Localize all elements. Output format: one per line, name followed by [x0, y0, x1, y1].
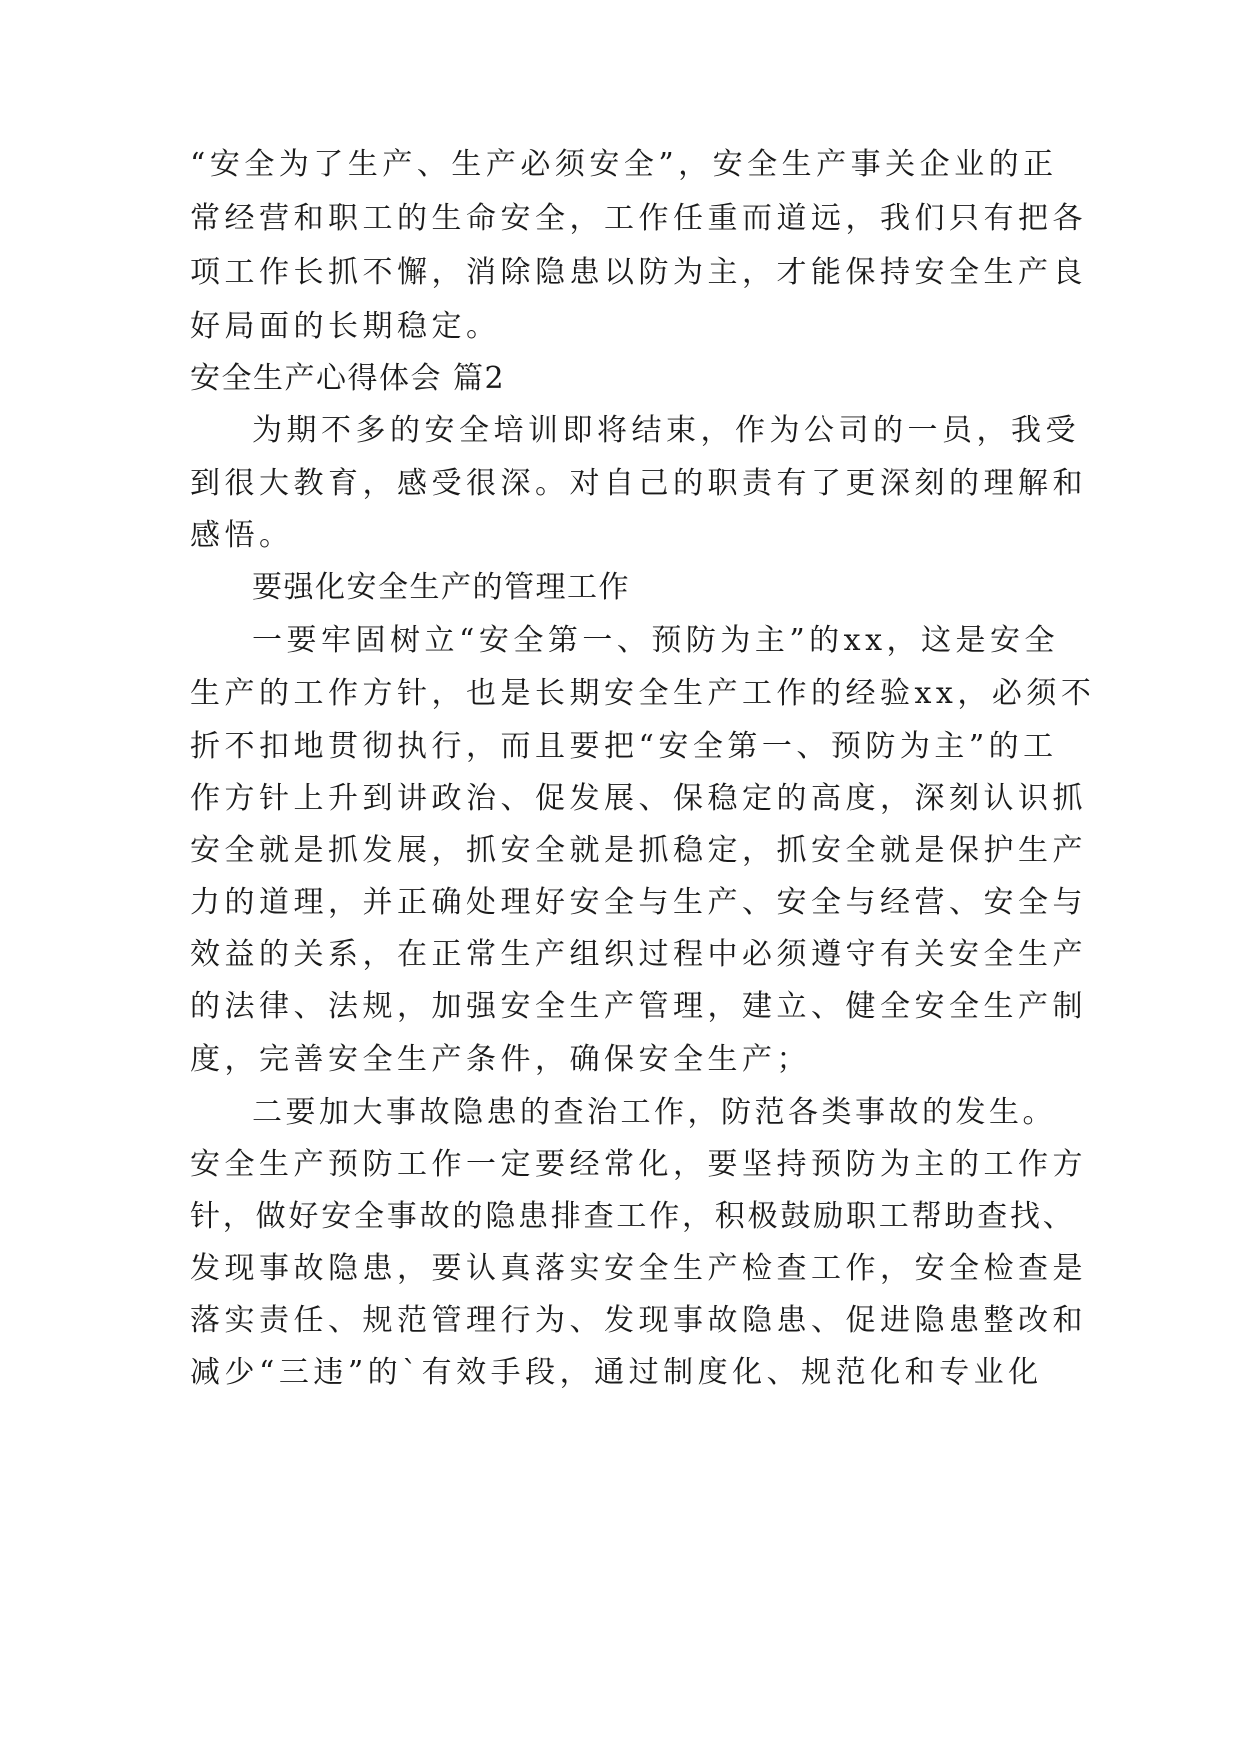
paragraph-line: 发现事故隐患，要认真落实安全生产检查工作，安全检查是 [190, 1251, 1087, 1286]
paragraph-line: 生产的工作方针，也是长期安全生产工作的经验xx，必须不 [190, 676, 1096, 711]
paragraph-line: 到很大教育，感受很深。对自己的职责有了更深刻的理解和 [190, 466, 1087, 501]
paragraph-line: 度，完善安全生产条件，确保安全生产； [190, 1042, 811, 1077]
paragraph-line: 针，做好安全事故的隐患排查工作，积极鼓励职工帮助查找、 [190, 1199, 1076, 1234]
paragraph-line: 一要牢固树立“安全第一、预防为主”的xx，这是安全 [252, 623, 1060, 658]
paragraph-line: 为期不多的安全培训即将结束，作为公司的一员，我受 [252, 413, 1080, 448]
paragraph-line: 安全生产预防工作一定要经常化，要坚持预防为主的工作方 [190, 1147, 1087, 1182]
paragraph-line: 折不扣地贯彻执行，而且要把“安全第一、预防为主”的工 [190, 729, 1058, 764]
paragraph-line: 安全就是抓发展，抓安全就是抓稳定，抓安全就是保护生产 [190, 833, 1087, 868]
paragraph-line: 好局面的长期稳定。 [190, 309, 501, 344]
paragraph-line: 项工作长抓不懈，消除隐患以防为主，才能保持安全生产良 [190, 255, 1087, 290]
sub-heading: 要强化安全生产的管理工作 [252, 570, 630, 605]
paragraph-line: 减少“三违”的`有效手段，通过制度化、规范化和专业化 [190, 1355, 1043, 1390]
paragraph-line: 落实责任、规范管理行为、发现事故隐患、促进隐患整改和 [190, 1303, 1087, 1338]
paragraph-line: 效益的关系，在正常生产组织过程中必须遵守有关安全生产 [190, 937, 1087, 972]
paragraph-line: 常经营和职工的生命安全，工作任重而道远，我们只有把各 [190, 201, 1087, 236]
paragraph-line: “安全为了生产、生产必须安全”，安全生产事关企业的正 [190, 147, 1058, 182]
paragraph-line: 力的道理，并正确处理好安全与生产、安全与经营、安全与 [190, 885, 1087, 920]
paragraph-line: 作方针上升到讲政治、促发展、保稳定的高度，深刻认识抓 [190, 781, 1087, 816]
paragraph-line: 的法律、法规，加强安全生产管理，建立、健全安全生产制 [190, 989, 1087, 1024]
section-heading: 安全生产心得体会 篇2 [190, 361, 506, 396]
paragraph-line: 二要加大事故隐患的查治工作，防范各类事故的发生。 [252, 1095, 1056, 1130]
paragraph-line: 感悟。 [190, 518, 294, 553]
